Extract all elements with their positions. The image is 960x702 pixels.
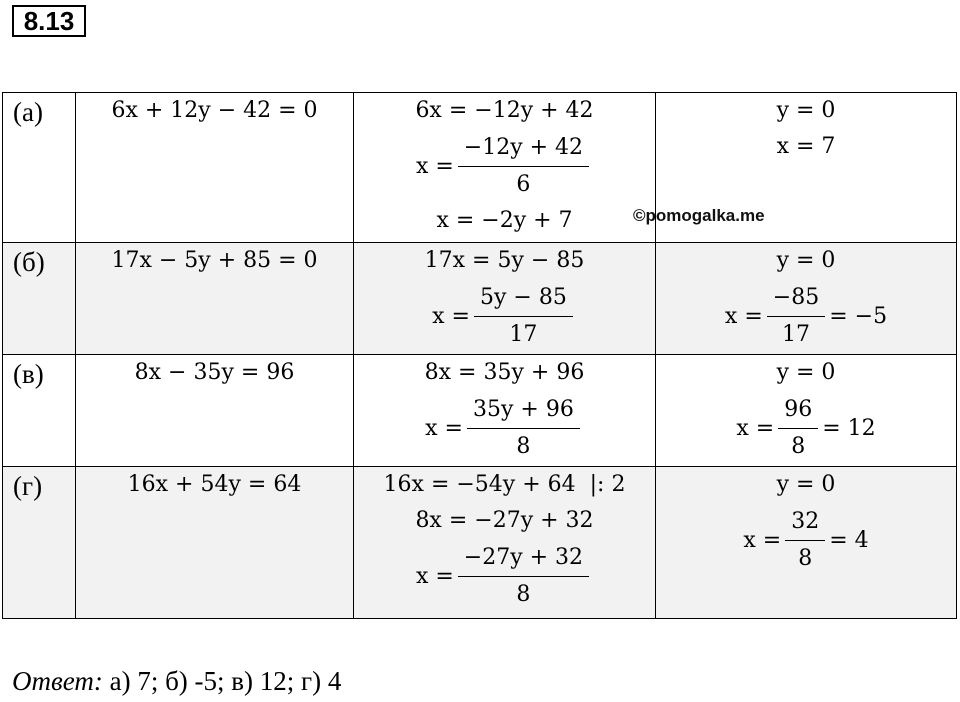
fraction-numerator: −12y + 42 [458,132,589,167]
fraction-denominator: 8 [516,433,531,459]
fraction-numerator: −27y + 32 [458,542,589,577]
equation: 17x − 5y + 85 = 0 [111,248,318,273]
solve-fraction-line [354,539,655,613]
fraction [785,506,825,575]
fraction-prefix: x = [743,527,782,553]
answer-label: Ответ: [12,666,103,696]
result-cell [656,243,957,355]
equation-cell [76,243,354,355]
row-label: (а) [3,93,76,243]
fraction-prefix: x = [736,415,775,441]
solve-step: x = −2y + 7 [436,208,573,233]
fraction-prefix: x = [415,153,454,179]
solve-fraction-line [354,391,655,465]
result-fraction-line [656,279,956,353]
fraction [458,542,589,611]
solve-step: 16x = −54y + 64 |: 2 [383,472,626,497]
fraction [778,394,818,463]
fraction-prefix: x = [415,563,454,589]
fraction-prefix: x = [425,415,463,441]
fraction-denominator: 8 [798,545,813,571]
equation: 8x − 35y = 96 [134,360,295,385]
fraction [467,394,580,463]
fraction [767,282,825,351]
solve-fraction-line [354,279,655,353]
solution-table [2,92,957,619]
result-step: y = 0 [776,248,836,273]
fraction-prefix: x = [724,303,763,329]
fraction-numerator: −85 [767,282,825,317]
table-row [3,243,957,355]
solve-cell [354,355,656,467]
equation-cell [76,355,354,467]
row-label: (б) [3,243,76,355]
table-row [3,93,957,243]
answer [12,666,341,697]
equation: 16x + 54y = 64 [127,472,302,497]
fraction-suffix: = −5 [829,303,888,329]
result-step: y = 0 [776,98,836,123]
fraction-numerator: 32 [785,506,825,541]
fraction-denominator: 8 [791,433,806,459]
solve-cell [354,467,656,619]
row-label: (в) [3,355,76,467]
solve-cell [354,243,656,355]
fraction [474,282,573,351]
fraction-numerator: 96 [778,394,818,429]
fraction-denominator: 17 [509,321,538,347]
problem-number: 8.13 [12,5,86,37]
fraction-denominator: 8 [516,581,531,607]
result-fraction-line [656,391,956,465]
equation: 6x + 12y − 42 = 0 [111,98,318,123]
fraction [458,132,589,201]
fraction-suffix: = 4 [829,527,869,553]
watermark: ©pomogalka.me [633,206,765,225]
fraction-numerator: 35y + 96 [467,394,580,429]
result-cell [656,467,957,619]
fraction-prefix: x = [432,303,470,329]
table-row [3,355,957,467]
result-fraction-line [656,503,956,577]
solve-step: 6x = −12y + 42 [415,98,594,123]
solve-cell [354,93,656,243]
table-row [3,467,957,619]
result-step: y = 0 [776,360,836,385]
fraction-denominator: 17 [781,321,810,347]
solve-step: 17x = 5y − 85 [424,248,585,273]
fraction-denominator: 6 [516,171,531,197]
equation-cell [76,93,354,243]
solve-fraction-line [354,129,655,203]
result-step: y = 0 [776,472,836,497]
solve-step: 8x = −27y + 32 [415,508,594,533]
result-step: x = 7 [776,134,836,159]
fraction-numerator: 5y − 85 [474,282,573,317]
answer-text: а) 7; б) -5; в) 12; г) 4 [102,666,342,696]
fraction-suffix: = 12 [822,415,876,441]
solve-step: 8x = 35y + 96 [424,360,585,385]
row-label: (г) [3,467,76,619]
result-cell [656,355,957,467]
equation-cell [76,467,354,619]
